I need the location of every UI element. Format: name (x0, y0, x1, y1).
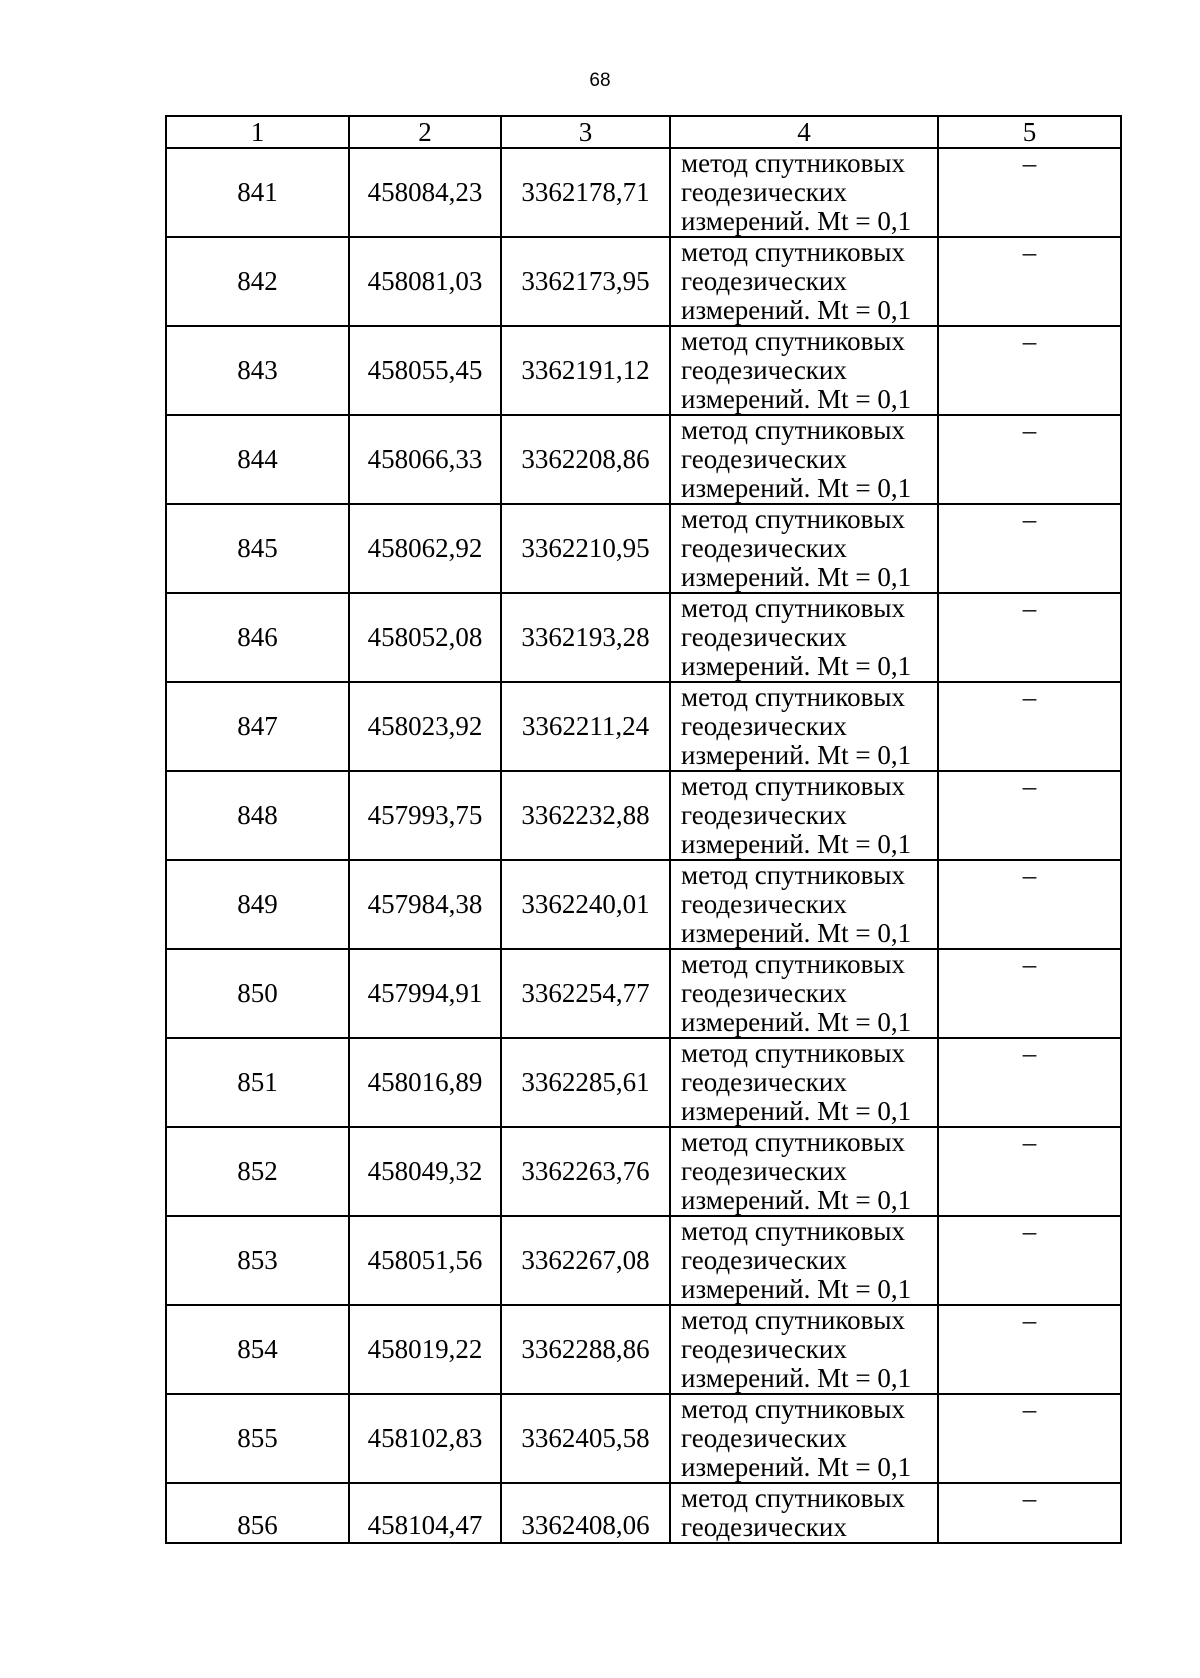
point-number: 849 (166, 860, 349, 949)
x-coordinate: 457993,75 (349, 771, 501, 860)
table-row (166, 1127, 1121, 1216)
method-description (670, 1305, 938, 1394)
empty-mark: – (938, 237, 1121, 326)
method-description (670, 1483, 938, 1543)
x-coordinate: 458055,45 (349, 326, 501, 415)
y-coordinate: 3362208,86 (501, 415, 670, 504)
y-coordinate: 3362191,12 (501, 326, 670, 415)
point-number: 844 (166, 415, 349, 504)
method-description-line: геодезических (681, 1245, 847, 1275)
method-description-line: метод спутниковых (681, 1483, 905, 1513)
method-description (670, 949, 938, 1038)
method-description-line: геодезических (681, 800, 847, 830)
y-coordinate: 3362211,24 (501, 682, 670, 771)
empty-mark: – (938, 1038, 1121, 1127)
method-description-line: метод спутниковых (681, 326, 905, 356)
empty-mark: – (938, 1483, 1121, 1543)
y-coordinate: 3362408,06 (501, 1483, 670, 1543)
x-coordinate: 458062,92 (349, 504, 501, 593)
table-row (166, 148, 1121, 237)
x-coordinate: 458051,56 (349, 1216, 501, 1305)
method-description (670, 504, 938, 593)
point-number: 856 (166, 1483, 349, 1543)
table-row (166, 949, 1121, 1038)
x-coordinate: 458104,47 (349, 1483, 501, 1543)
table-row (166, 415, 1121, 504)
y-coordinate: 3362263,76 (501, 1127, 670, 1216)
point-number: 843 (166, 326, 349, 415)
table-row (166, 1394, 1121, 1483)
x-coordinate: 458016,89 (349, 1038, 501, 1127)
method-description-line: измерений. Mt = 0,1 (681, 740, 912, 770)
method-description-line: геодезических (681, 978, 847, 1008)
table-row (166, 682, 1121, 771)
method-description (670, 1127, 938, 1216)
method-description-line: метод спутниковых (681, 1038, 905, 1068)
point-number: 845 (166, 504, 349, 593)
table-row (166, 593, 1121, 682)
empty-mark: – (938, 771, 1121, 860)
point-number: 841 (166, 148, 349, 237)
method-description-line: геодезических (681, 711, 847, 741)
table-row (166, 1038, 1121, 1127)
method-description (670, 415, 938, 504)
empty-mark: – (938, 1394, 1121, 1483)
point-number: 847 (166, 682, 349, 771)
empty-mark: – (938, 1216, 1121, 1305)
method-description-line: измерений. Mt = 0,1 (681, 562, 912, 592)
y-coordinate: 3362178,71 (501, 148, 670, 237)
method-description-line: измерений. Mt = 0,1 (681, 473, 912, 503)
method-description-line: измерений. Mt = 0,1 (681, 1452, 912, 1482)
method-description-line: метод спутниковых (681, 949, 905, 979)
empty-mark: – (938, 593, 1121, 682)
column-header-2: 2 (349, 116, 501, 148)
method-description-line: метод спутниковых (681, 682, 905, 712)
method-description-line: геодезических (681, 1334, 847, 1364)
method-description-line: измерений. Mt = 0,1 (681, 295, 912, 325)
column-header-4: 4 (670, 116, 938, 148)
table-row (166, 504, 1121, 593)
method-description-line: метод спутниковых (681, 1394, 905, 1424)
empty-mark: – (938, 504, 1121, 593)
table-row (166, 1216, 1121, 1305)
empty-mark: – (938, 949, 1121, 1038)
point-number: 855 (166, 1394, 349, 1483)
point-number: 852 (166, 1127, 349, 1216)
method-description (670, 682, 938, 771)
method-description-line: измерений. Mt = 0,1 (681, 1274, 912, 1304)
method-description (670, 593, 938, 682)
empty-mark: – (938, 682, 1121, 771)
method-description-line: метод спутниковых (681, 415, 905, 445)
table-row (166, 1483, 1121, 1543)
y-coordinate: 3362232,88 (501, 771, 670, 860)
method-description-line: геодезических (681, 266, 847, 296)
column-header-1: 1 (166, 116, 349, 148)
empty-mark: – (938, 1305, 1121, 1394)
empty-mark: – (938, 1127, 1121, 1216)
x-coordinate: 458049,32 (349, 1127, 501, 1216)
method-description (670, 1394, 938, 1483)
method-description-line: измерений. Mt = 0,1 (681, 384, 912, 414)
method-description (670, 326, 938, 415)
method-description-line: метод спутниковых (681, 504, 905, 534)
point-number: 842 (166, 237, 349, 326)
method-description-line: геодезических (681, 889, 847, 919)
empty-mark: – (938, 326, 1121, 415)
coordinates-table (165, 115, 1122, 1544)
method-description (670, 148, 938, 237)
empty-mark: – (938, 415, 1121, 504)
y-coordinate: 3362173,95 (501, 237, 670, 326)
point-number: 853 (166, 1216, 349, 1305)
y-coordinate: 3362267,08 (501, 1216, 670, 1305)
page-number: 68 (589, 70, 611, 91)
point-number: 854 (166, 1305, 349, 1394)
y-coordinate: 3362405,58 (501, 1394, 670, 1483)
method-description-line: измерений. Mt = 0,1 (681, 206, 912, 236)
y-coordinate: 3362240,01 (501, 860, 670, 949)
y-coordinate: 3362285,61 (501, 1038, 670, 1127)
point-number: 851 (166, 1038, 349, 1127)
x-coordinate: 458084,23 (349, 148, 501, 237)
point-number: 848 (166, 771, 349, 860)
method-description-line: измерений. Mt = 0,1 (681, 1185, 912, 1215)
method-description-line: геодезических (681, 355, 847, 385)
method-description (670, 237, 938, 326)
method-description-line: измерений. Mt = 0,1 (681, 651, 912, 681)
method-description-line: измерений. Mt = 0,1 (681, 1096, 912, 1126)
column-header-5: 5 (938, 116, 1121, 148)
x-coordinate: 458019,22 (349, 1305, 501, 1394)
x-coordinate: 458052,08 (349, 593, 501, 682)
method-description-line: геодезических (681, 444, 847, 474)
x-coordinate: 457984,38 (349, 860, 501, 949)
table-row (166, 326, 1121, 415)
method-description-line: геодезических (681, 1067, 847, 1097)
table-row (166, 860, 1121, 949)
method-description-line: геодезических (681, 533, 847, 563)
method-description (670, 1038, 938, 1127)
y-coordinate: 3362254,77 (501, 949, 670, 1038)
method-description-line: геодезических (681, 622, 847, 652)
method-description-line: измерений. Mt = 0,1 (681, 1363, 912, 1393)
point-number: 850 (166, 949, 349, 1038)
x-coordinate: 458102,83 (349, 1394, 501, 1483)
table-body (166, 148, 1121, 1543)
method-description-line: измерений. Mt = 0,1 (681, 918, 912, 948)
method-description-line: геодезических (681, 1512, 847, 1542)
empty-mark: – (938, 860, 1121, 949)
column-header-3: 3 (501, 116, 670, 148)
method-description-line: геодезических (681, 177, 847, 207)
x-coordinate: 457994,91 (349, 949, 501, 1038)
y-coordinate: 3362210,95 (501, 504, 670, 593)
x-coordinate: 458081,03 (349, 237, 501, 326)
method-description-line: метод спутниковых (681, 237, 905, 267)
method-description-line: метод спутниковых (681, 148, 905, 178)
method-description-line: геодезических (681, 1156, 847, 1186)
y-coordinate: 3362288,86 (501, 1305, 670, 1394)
method-description-line: измерений. Mt = 0,1 (681, 1007, 912, 1037)
method-description-line: метод спутниковых (681, 860, 905, 890)
method-description-line: метод спутниковых (681, 593, 905, 623)
empty-mark: – (938, 148, 1121, 237)
table-row (166, 237, 1121, 326)
method-description (670, 860, 938, 949)
method-description (670, 1216, 938, 1305)
x-coordinate: 458066,33 (349, 415, 501, 504)
y-coordinate: 3362193,28 (501, 593, 670, 682)
method-description-line: метод спутниковых (681, 1305, 905, 1335)
table-row (166, 1305, 1121, 1394)
method-description (670, 771, 938, 860)
method-description-line: метод спутниковых (681, 1216, 905, 1246)
method-description-line: метод спутниковых (681, 771, 905, 801)
method-description-line: измерений. Mt = 0,1 (681, 829, 912, 859)
header-row (166, 116, 1121, 148)
point-number: 846 (166, 593, 349, 682)
x-coordinate: 458023,92 (349, 682, 501, 771)
table-row (166, 771, 1121, 860)
method-description-line: метод спутниковых (681, 1127, 905, 1157)
method-description-line: геодезических (681, 1423, 847, 1453)
